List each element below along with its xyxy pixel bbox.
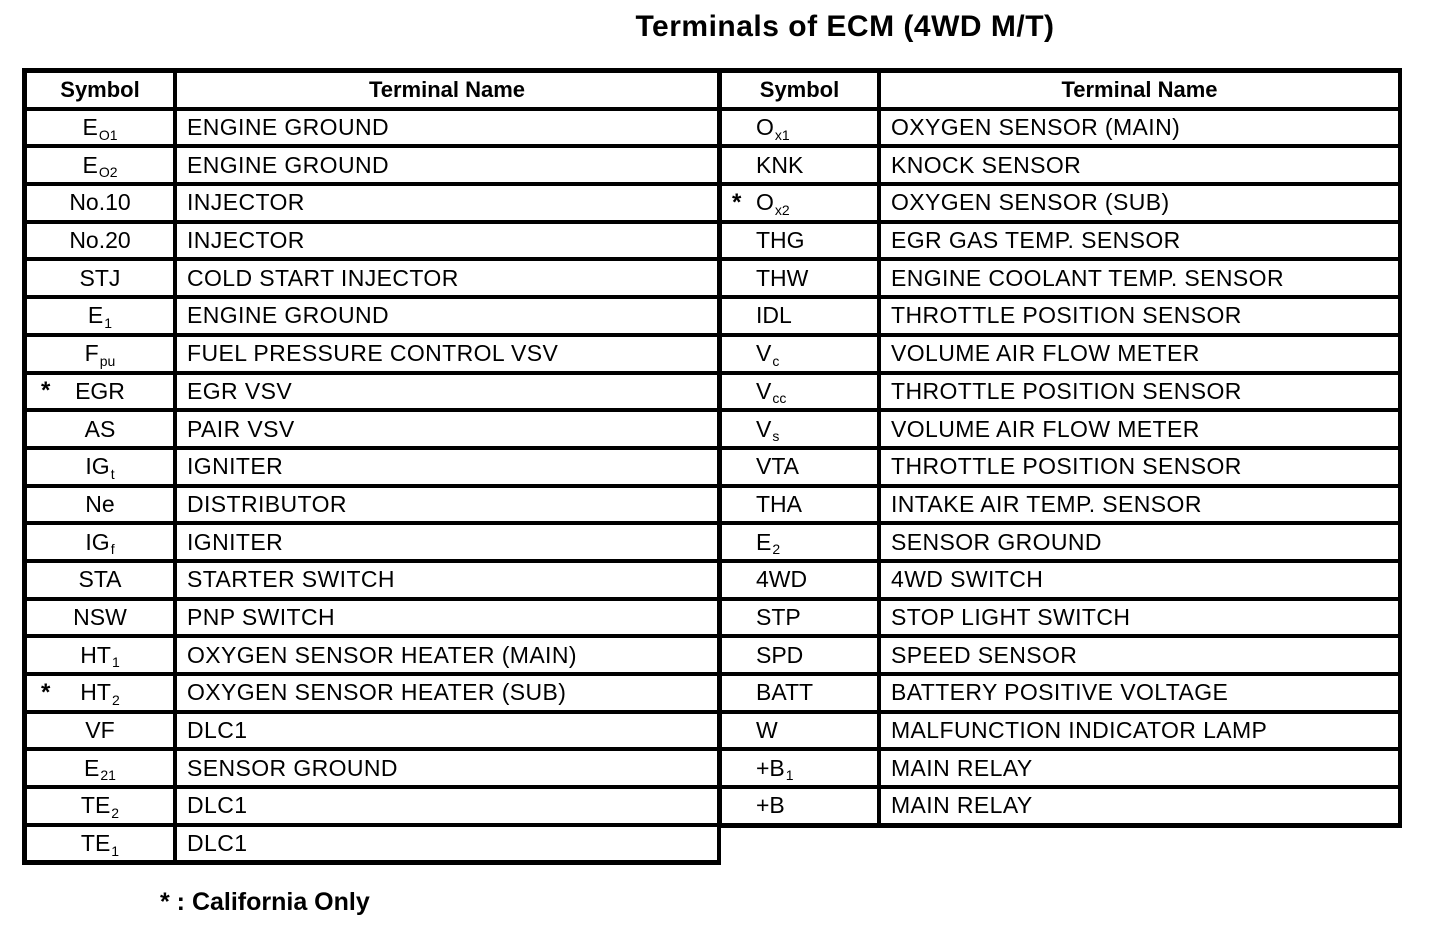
symbol-text: E [82,151,98,178]
terminal-name-cell: OXYGEN SENSOR (SUB) [881,186,1398,220]
symbol-cell [722,111,877,145]
symbol-subscript: 1 [111,842,120,859]
symbol-cell [722,450,877,484]
symbol-text: STA [78,566,122,593]
symbol-text: VF [85,717,115,744]
terminal-name-cell: ENGINE GROUND [177,148,717,182]
terminal-name-cell: FUEL PRESSURE CONTROL VSV [177,337,717,371]
symbol-cell [27,827,173,861]
symbol-subscript: pu [99,352,116,369]
symbol-cell [722,488,877,522]
symbol-cell [722,299,877,333]
symbol-cell [27,488,173,522]
page-title: Terminals of ECM (4WD M/T) [635,10,1055,43]
symbol-text: +B [756,792,785,819]
symbol-subscript: 2 [772,541,781,558]
symbol-subscript: 2 [111,691,120,708]
symbol-header: Symbol [27,73,173,107]
terminal-name-cell: ENGINE COOLANT TEMP. SENSOR [881,261,1398,295]
symbol-subscript: O1 [98,126,118,143]
symbol-cell [27,337,173,371]
symbol-text: IG [85,528,110,555]
terminal-name-cell: PNP SWITCH [177,601,717,635]
symbol-text: E [87,302,104,329]
symbol-cell [27,676,173,710]
symbol-subscript: f [110,541,115,558]
terminal-name-cell: MAIN RELAY [881,789,1398,823]
symbol-text: STJ [79,264,121,291]
symbol-subscript: x2 [774,201,790,218]
terminal-name-cell: IGNITER [177,525,717,559]
symbol-subscript: 1 [111,654,120,671]
terminal-name-cell: KNOCK SENSOR [881,148,1398,182]
symbol-cell [27,638,173,672]
symbol-text: HT [80,641,111,668]
symbol-cell [27,148,173,182]
terminal-name-cell: THROTTLE POSITION SENSOR [881,375,1398,409]
terminal-name-cell: STARTER SWITCH [177,563,717,597]
symbol-text: KNK [756,151,804,178]
symbol-subscript: 21 [100,767,116,784]
terminal-name-cell: PAIR VSV [177,412,717,446]
symbol-cell [27,186,173,220]
symbol-cell [27,563,173,597]
terminal-name-cell: OXYGEN SENSOR HEATER (SUB) [177,676,717,710]
symbol-cell [27,525,173,559]
symbol-text: HT [80,679,111,706]
symbol-cell [722,638,877,672]
terminals-table-left [22,68,721,865]
symbol-text: THG [756,227,805,254]
terminal-name-cell: COLD START INJECTOR [177,261,717,295]
symbol-cell [722,563,877,597]
terminal-name-cell: INTAKE AIR TEMP. SENSOR [881,488,1398,522]
terminal-name-cell: VOLUME AIR FLOW METER [881,337,1398,371]
symbol-cell [27,601,173,635]
terminal-name-cell: THROTTLE POSITION SENSOR [881,450,1398,484]
symbol-subscript: c [772,352,780,369]
symbol-text: IDL [756,302,792,329]
symbol-text: TE [80,792,111,819]
symbol-text: V [756,415,772,442]
terminal-name-cell: DLC1 [177,789,717,823]
symbol-cell [722,525,877,559]
symbol-subscript: 2 [111,804,120,821]
symbol-text: Ne [85,490,115,517]
symbol-text: VTA [756,453,800,480]
symbol-cell [722,676,877,710]
terminal-name-cell: OXYGEN SENSOR HEATER (MAIN) [177,638,717,672]
symbol-cell [722,601,877,635]
terminal-name-cell: ENGINE GROUND [177,111,717,145]
symbol-text: No.10 [69,189,131,216]
terminal-name-cell: EGR GAS TEMP. SENSOR [881,224,1398,258]
symbol-cell [27,111,173,145]
symbol-cell [722,224,877,258]
symbol-text: V [756,377,772,404]
symbol-text: BATT [756,679,814,706]
symbol-text: EGR [75,377,125,404]
terminal-name-cell: VOLUME AIR FLOW METER [881,412,1398,446]
symbol-text: AS [84,415,116,442]
symbol-subscript: x1 [774,126,790,143]
terminal-name-cell: DLC1 [177,827,717,861]
symbol-cell [722,337,877,371]
terminal-name-cell: STOP LIGHT SWITCH [881,601,1398,635]
symbol-cell [722,375,877,409]
symbol-text: TE [80,830,111,857]
symbol-cell [27,714,173,748]
symbol-text: 4WD [756,566,808,593]
symbol-subscript: O2 [98,164,118,181]
symbol-cell [27,299,173,333]
symbol-text: E [82,114,98,141]
california-only-marker: * [41,678,51,706]
symbol-subscript: 1 [785,767,794,784]
terminal-name-cell: 4WD SWITCH [881,563,1398,597]
symbol-cell [722,789,877,823]
terminal-name-cell: SPEED SENSOR [881,638,1398,672]
symbol-text: O [756,114,774,141]
symbol-cell [27,375,173,409]
symbol-cell [722,412,877,446]
symbol-text: E [756,528,772,555]
california-only-marker: * [41,377,51,405]
symbol-cell [722,714,877,748]
symbol-text: V [756,340,772,367]
terminal-name-header: Terminal Name [177,73,717,107]
symbol-cell [722,261,877,295]
symbol-cell [27,789,173,823]
symbol-text: STP [756,603,801,630]
terminal-name-cell: ENGINE GROUND [177,299,717,333]
symbol-text: IG [85,453,110,480]
symbol-subscript: cc [772,390,787,407]
symbol-text: F [84,340,99,367]
symbol-subscript: s [772,428,780,445]
terminal-name-cell: EGR VSV [177,375,717,409]
terminal-name-cell: IGNITER [177,450,717,484]
symbol-text: NSW [73,603,127,630]
symbol-text: +B [756,754,785,781]
symbol-text: SPD [756,641,804,668]
symbol-text: W [756,717,778,744]
terminal-name-cell: INJECTOR [177,224,717,258]
symbol-cell [27,450,173,484]
symbol-text: E [84,754,100,781]
symbol-cell [27,261,173,295]
terminal-name-header: Terminal Name [881,73,1398,107]
california-only-marker: * [732,188,742,216]
terminal-name-cell: INJECTOR [177,186,717,220]
terminal-name-cell: MALFUNCTION INDICATOR LAMP [881,714,1398,748]
symbol-cell [27,412,173,446]
terminal-name-cell: MAIN RELAY [881,751,1398,785]
symbol-cell [722,751,877,785]
terminals-table-right [717,68,1402,828]
terminal-name-cell: DISTRIBUTOR [177,488,717,522]
terminal-name-cell: SENSOR GROUND [177,751,717,785]
terminal-name-cell: OXYGEN SENSOR (MAIN) [881,111,1398,145]
symbol-subscript: t [110,465,115,482]
symbol-text: No.20 [69,227,131,254]
symbol-subscript: 1 [104,314,113,331]
symbol-header: Symbol [722,73,877,107]
symbol-text: THW [756,264,809,291]
terminal-name-cell: BATTERY POSITIVE VOLTAGE [881,676,1398,710]
footnote: * : California Only [160,888,370,916]
terminal-name-cell: THROTTLE POSITION SENSOR [881,299,1398,333]
symbol-cell [722,148,877,182]
symbol-cell [27,224,173,258]
symbol-cell [722,186,877,220]
terminal-name-cell: SENSOR GROUND [881,525,1398,559]
symbol-text: THA [756,490,802,517]
symbol-text: O [756,189,774,216]
terminal-name-cell: DLC1 [177,714,717,748]
symbol-cell [27,751,173,785]
